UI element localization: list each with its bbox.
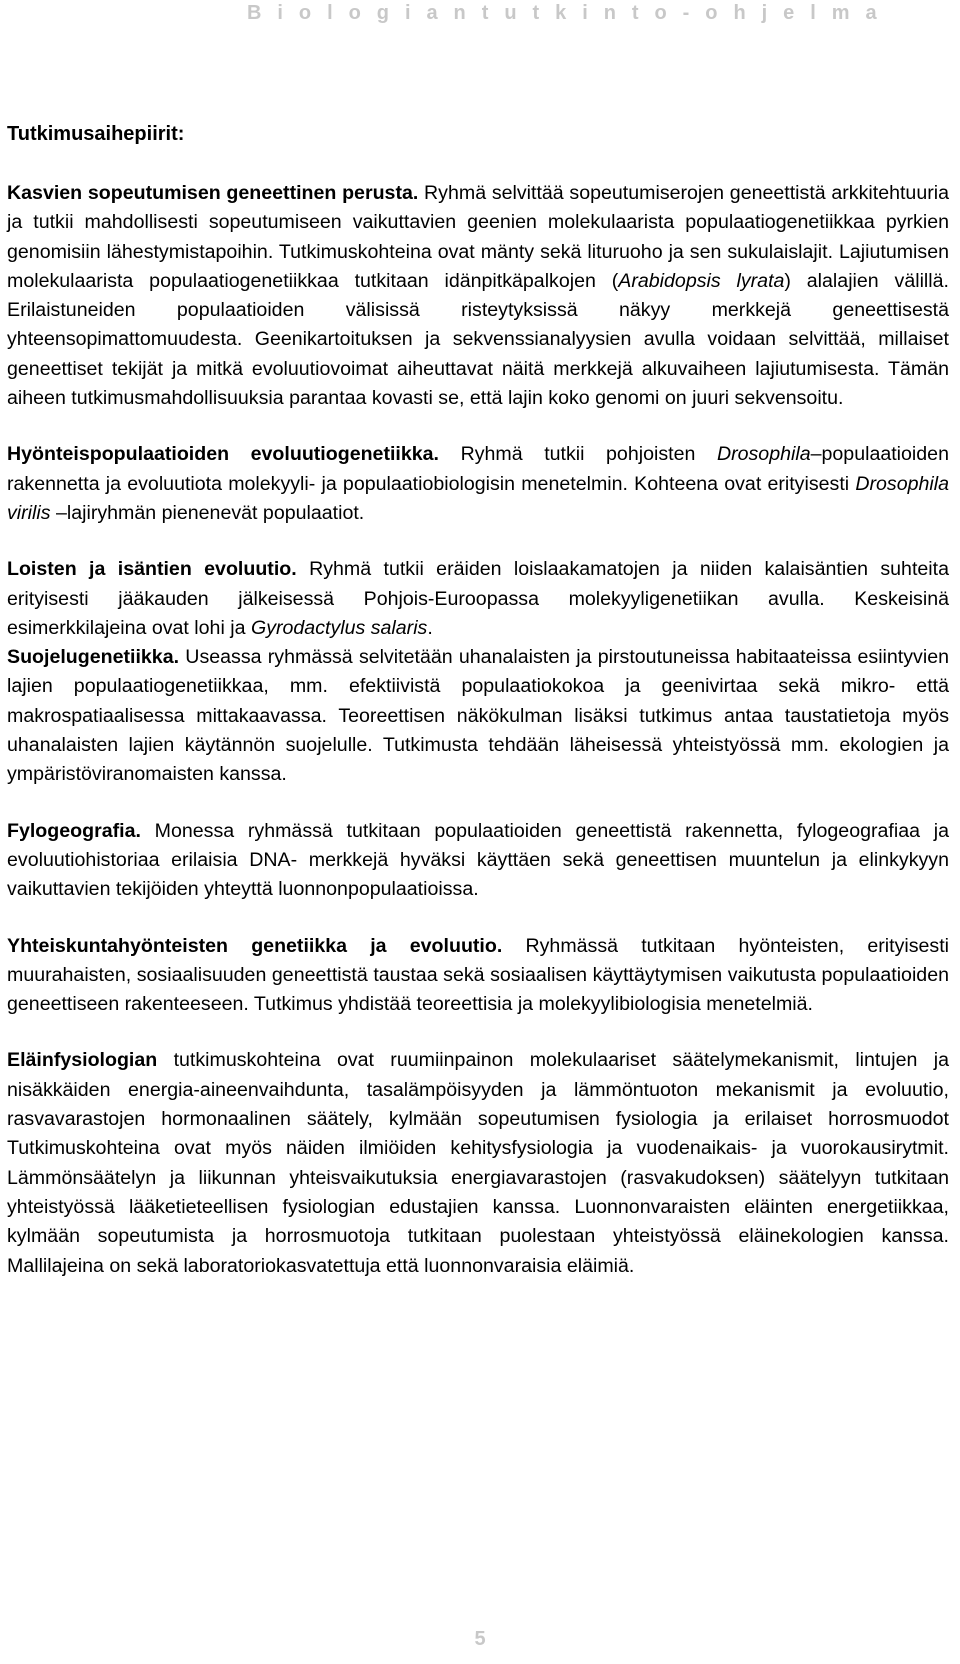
spacer bbox=[7, 905, 949, 932]
paragraph-social-insects bbox=[7, 932, 949, 1020]
paragraph-text: –lajiryhmän pienenevät populaatiot. bbox=[50, 501, 365, 524]
genus-name: Drosophila bbox=[716, 443, 811, 466]
paragraph-text: Ryhmä tutkii pohjoisten bbox=[439, 443, 717, 466]
document-body bbox=[7, 120, 949, 1281]
spacer bbox=[7, 790, 949, 817]
paragraph-title: Kasvien sopeutumisen geneettinen perusta. bbox=[7, 182, 419, 204]
paragraph-text: tutkimuskohteina ovat ruumiinpainon molekulaariset säätelymekanismit, lintujen ja nisäkkäiden energia-aineenvaihdunta, tasalämpöisyyden ja lämmöntuoton mekanismit ja evoluutio, rasvavarastojen hormonaalinen säätely, kylmään sopeutumisen fysiologia ja erilaiset horrosmuodot Tutkimuskohteina ovat myös näiden ilmiöiden kehitysfysiologia ja vuodenaikais- ja vuorokausirytmit. Lämmönsäätelyn ja liikunnan yhteisvaikutuksia energiavarastojen (rasvakudoksen) säätelyyn tutkitaan yhteistyössä lääketieteellisen fysiologian edustajien kanssa. Luonnonvaraisten eläinten energetiikkaa, kylmään sopeutumista ja horrosmuotoja tutkitaan puolestaan yhteistyössä eläinekologien kanssa. Mallilajeina on sekä laboratoriokasvatettuja että luonnonvaraisia eläimiä. bbox=[7, 1049, 949, 1277]
paragraph-text: –populaatioiden rakennetta ja evoluutiota molekyyli- ja populaatiobiologisin menetelmin. Kohteena ovat erityisesti bbox=[7, 443, 949, 495]
paragraph-title: Hyönteispopulaatioiden evoluutiogenetiikka. bbox=[7, 443, 439, 466]
paragraph-text: Monessa ryhmässä tutkitaan populaatioiden geneettistä rakennetta, fylogeografiaa ja evoluutiohistoriaa erilaisia DNA- merkkejä hyväksi käyttäen sekä geneettisen muuntelun ja elinkykyyn vaikuttavien tekijöiden yhteyttä luonnonpopulaatioissa. bbox=[7, 819, 949, 901]
paragraph-plant-adaptation bbox=[7, 179, 949, 413]
paragraph-title: Eläinfysiologian bbox=[7, 1049, 158, 1072]
paragraph-text: Ryhmässä tutkitaan hyönteisten, erityisesti muurahaisten, sosiaalisuuden geneettistä taustaa sekä sosiaalisen käyttäytymisen vaikutusta populaatioiden geneettiseen rakenteeseen. Tutkimus yhdistää teoreettisia ja molekyylibiologisia menetelmiä. bbox=[7, 934, 950, 1016]
paragraph-title: Loisten ja isäntien evoluutio. bbox=[7, 558, 297, 581]
page-number: 5 bbox=[474, 1628, 486, 1650]
paragraph-animal-physiology bbox=[7, 1046, 949, 1280]
paragraph-text: Ryhmä selvittää sopeutumiserojen geneettistä arkkitehtuuria ja tutkii mahdollisesti sopeutumiseen vaikuttavien geenien molekulaarista populaatiogenetiikkaa pyrkien genomisiin lähestymistapoihin. Tutkimuskohteina ovat mänty sekä lituruoho ja sen sukulaislajit. Lajiutumisen molekulaarista populaatiogenetiikkaa tutkitaan idänpitkäpalkojen ( bbox=[7, 182, 949, 292]
species-name: Drosophila virilis bbox=[7, 472, 949, 524]
paragraph-text: ) alalajien välillä. Erilaistuneiden populaatioiden välisissä risteytyksissä näkyy merkkejä geneettisestä yhteensopimattomuudesta. Geenikartoituksen ja sekvenssianalyysien avulla voidaan selvittää, millaiset geneettiset tekijät ja mitkä evoluutiovoimat aiheuttavat näitä merkkejä alkuvaiheen lajiutumisesta. Tämän aiheen tutkimusmahdollisuuksia parantaa kovasti se, että lajin koko genomi on juuri sekvensoitu. bbox=[7, 269, 949, 410]
paragraph-insect-populations bbox=[7, 440, 949, 528]
spacer bbox=[7, 1019, 949, 1046]
paragraph-title: Yhteiskuntahyönteisten genetiikka ja evoluutio. bbox=[7, 934, 503, 957]
paragraph-text: . bbox=[427, 616, 433, 639]
section-heading: Tutkimusaihepiirit: bbox=[7, 123, 185, 145]
header-title: B i o l o g i a n t u t k i n t o - o h j e l m a bbox=[247, 2, 882, 24]
species-name: Arabidopsis lyrata bbox=[618, 269, 785, 292]
paragraph-title: Suojelugenetiikka. bbox=[7, 646, 180, 669]
spacer bbox=[7, 528, 949, 555]
paragraph-parasite-host bbox=[7, 555, 949, 643]
species-name: Gyrodactylus salaris bbox=[250, 616, 428, 639]
paragraph-conservation-genetics bbox=[7, 643, 949, 789]
spacer bbox=[7, 149, 949, 179]
running-header bbox=[0, 0, 960, 40]
paragraph-text: Ryhmä tutkii eräiden loislaakamatojen ja niiden kalaisäntien suhteita erityisesti jääkauden jälkeisessä Pohjois-Euroopassa molekyyligenetiikan avulla. Keskeisinä esimerkkilajeina ovat lohi ja bbox=[7, 558, 949, 639]
paragraph-title: Fylogeografia. bbox=[7, 819, 141, 842]
spacer bbox=[7, 413, 949, 440]
paragraph-phylogeography bbox=[7, 817, 949, 905]
paragraph-text: Useassa ryhmässä selvitetään uhanalaisten ja pirstoutuneissa habitaateissa esiintyvien lajien populaatiogenetiikkaa, mm. efektiivistä populaatiokokoa ja geenivirtaa sekä mikro- että makrospatiaalisessa mittakaavassa. Teoreettisen näkökulman lisäksi tutkimus antaa taustatietoja myös uhanalaisten lajien käytännön suojelulle. Tutkimusta tehdään läheisessä yhteistyössä mm. ekologien ja ympäristöviranomaisten kanssa. bbox=[7, 646, 949, 786]
